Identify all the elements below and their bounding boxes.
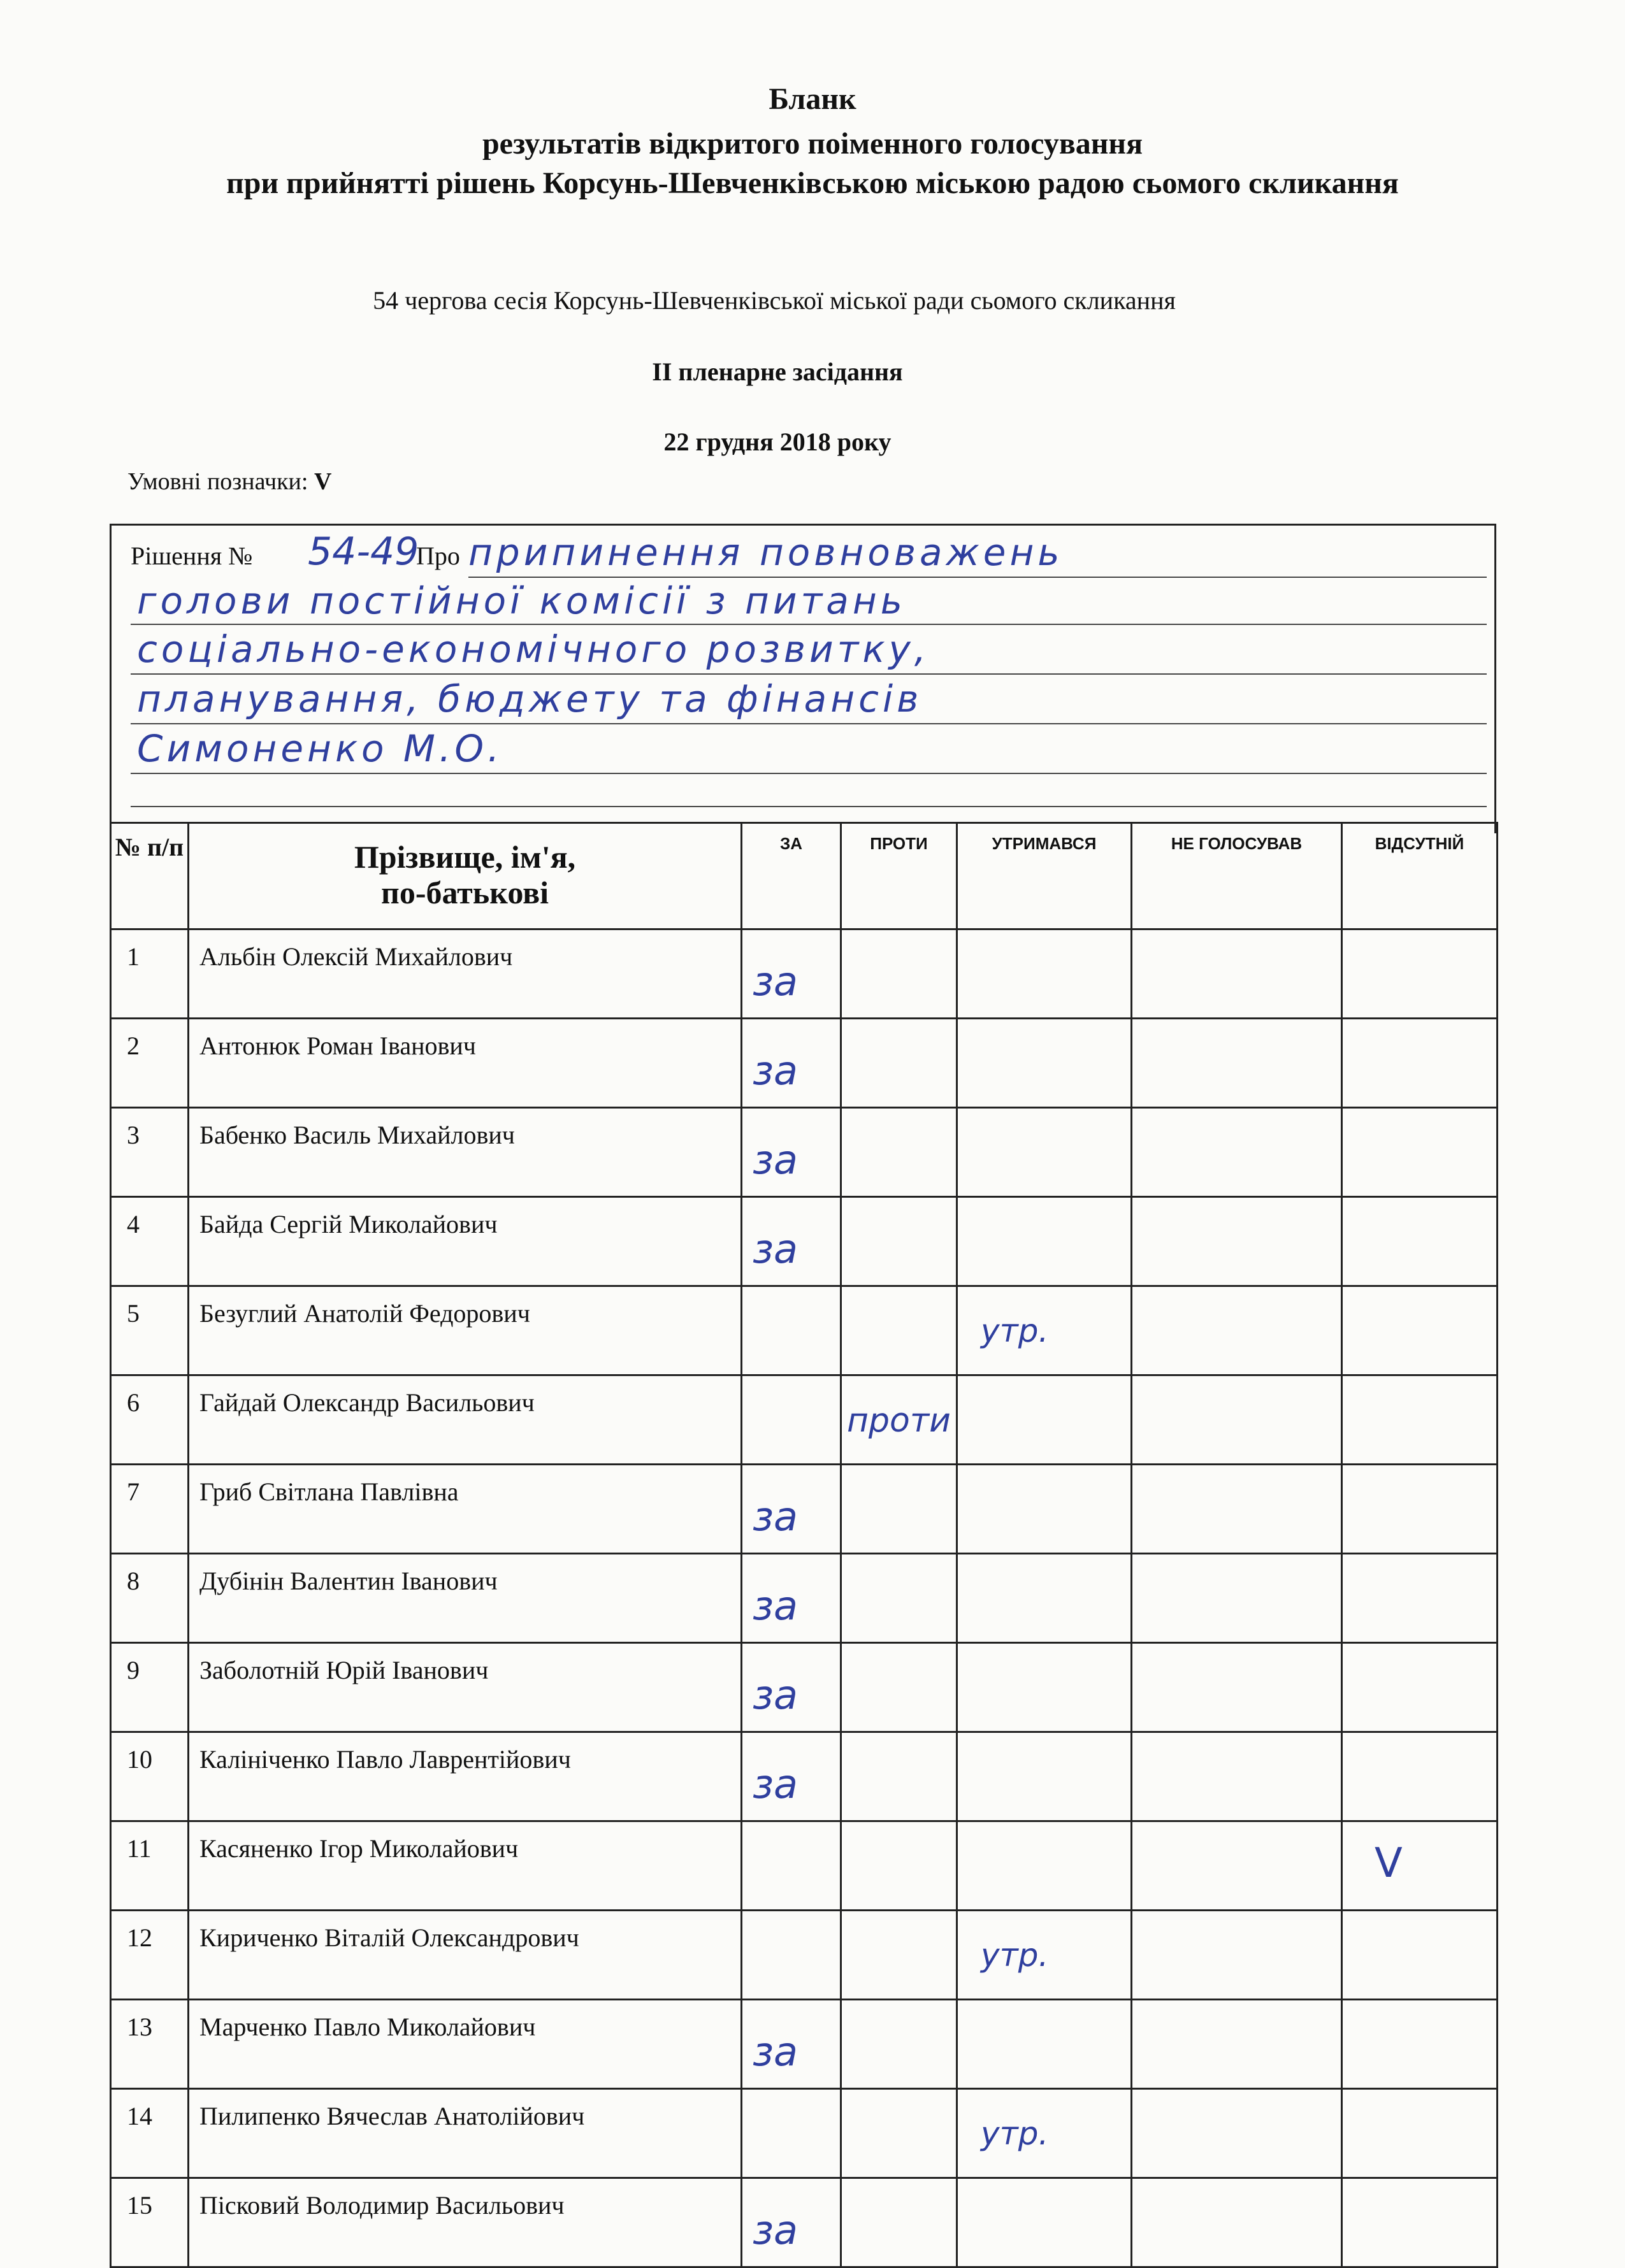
decision-line-2: голови постійної комісії з питань [137, 579, 906, 622]
legend-symbol: V [314, 468, 332, 495]
vote-cell-za [742, 929, 841, 1019]
vote-cell-utrymavsia [957, 1465, 1132, 1554]
vote-cell-proty [841, 2000, 957, 2089]
row-number: 7 [111, 1465, 189, 1554]
row-number: 4 [111, 1197, 189, 1286]
vote-za-mark: за [753, 1226, 798, 1272]
vote-cell-za [742, 1197, 841, 1286]
row-number: 2 [111, 1019, 189, 1108]
vote-cell-za [742, 1465, 841, 1554]
vote-cell-proty [841, 1732, 957, 1821]
table-row [111, 1197, 1498, 1286]
vote-cell-za [742, 2178, 841, 2267]
deputy-name: Байда Сергій Миколайович [189, 1197, 742, 1286]
vote-cell-ne-holosuvav [1132, 2000, 1342, 2089]
vote-cell-vidsutnii [1342, 1465, 1498, 1554]
vote-cell-ne-holosuvav [1132, 1465, 1342, 1554]
row-number: 15 [111, 2178, 189, 2267]
deputy-name: Калініченко Павло Лаврентійович [189, 1732, 742, 1821]
vote-cell-proty [841, 1375, 957, 1465]
table-row [111, 1911, 1498, 2000]
vote-za-mark: за [753, 1047, 798, 1094]
vote-cell-za [742, 1286, 841, 1375]
table-row [111, 1108, 1498, 1197]
vote-cell-proty [841, 2089, 957, 2178]
vote-cell-vidsutnii [1342, 1821, 1498, 1911]
vote-cell-proty [841, 1554, 957, 1643]
vote-cell-proty [841, 929, 957, 1019]
deputy-name: Пилипенко Вячеслав Анатолійович [189, 2089, 742, 2178]
row-number: 6 [111, 1375, 189, 1465]
table-row [111, 2178, 1498, 2267]
deputy-name: Пісковий Володимир Васильович [189, 2178, 742, 2267]
vote-cell-ne-holosuvav [1132, 1286, 1342, 1375]
vote-za-mark: за [753, 2028, 798, 2075]
decision-line-1: припинення повноважень [468, 531, 1064, 574]
row-number: 5 [111, 1286, 189, 1375]
session-info: 54 чергова сесія Корсунь-Шевченківської міської ради сьомого скликання [373, 286, 1176, 315]
decision-rule [131, 624, 1487, 625]
deputy-name: Кириченко Віталій Олександрович [189, 1911, 742, 2000]
table-row [111, 1465, 1498, 1554]
meeting-date: 22 грудня 2018 року [663, 427, 892, 456]
row-number: 9 [111, 1643, 189, 1732]
vote-cell-utrymavsia [957, 929, 1132, 1019]
form-title: Бланк [769, 82, 856, 116]
vote-cell-za [742, 1375, 841, 1465]
vote-cell-utrymavsia [957, 2089, 1132, 2178]
vote-cell-za [742, 1732, 841, 1821]
decision-rule [468, 577, 1487, 578]
deputy-name: Альбін Олексій Михайлович [189, 929, 742, 1019]
vote-cell-utrymavsia [957, 1643, 1132, 1732]
legend-label: Умовні позначки: [127, 468, 308, 495]
decision-line-4: планування, бюджету та фінансів [137, 677, 923, 721]
vote-cell-utrymavsia [957, 1197, 1132, 1286]
vote-za-mark: за [753, 2207, 798, 2253]
decision-line-5: Симоненко М.О. [137, 727, 503, 770]
vote-cell-za [742, 1019, 841, 1108]
table-row [111, 1732, 1498, 1821]
row-number: 14 [111, 2089, 189, 2178]
vote-cell-vidsutnii [1342, 1197, 1498, 1286]
row-number: 12 [111, 1911, 189, 2000]
vote-utrymavsia-mark: утр. [981, 2115, 1049, 2152]
deputy-name: Марченко Павло Миколайович [189, 2000, 742, 2089]
vote-cell-za [742, 1911, 841, 2000]
header-name [189, 823, 742, 929]
form-subtitle-1: результатів відкритого поіменного голосування [482, 127, 1143, 161]
row-number: 10 [111, 1732, 189, 1821]
vote-cell-proty [841, 1465, 957, 1554]
vote-vidsutnii-mark: V [1375, 1840, 1403, 1887]
vote-za-mark: за [753, 958, 798, 1005]
decision-rule [131, 773, 1487, 774]
deputy-name: Антонюк Роман Іванович [189, 1019, 742, 1108]
vote-cell-za [742, 1821, 841, 1911]
voting-table [110, 822, 1498, 2268]
vote-cell-za [742, 2000, 841, 2089]
row-number: 1 [111, 929, 189, 1019]
decision-box [110, 524, 1496, 833]
vote-cell-vidsutnii [1342, 1019, 1498, 1108]
vote-cell-za [742, 1643, 841, 1732]
deputy-name: Бабенко Василь Михайлович [189, 1108, 742, 1197]
vote-cell-utrymavsia [957, 2178, 1132, 2267]
vote-cell-ne-holosuvav [1132, 1911, 1342, 2000]
vote-cell-ne-holosuvav [1132, 2089, 1342, 2178]
header-ne-holosuvav: НЕ ГОЛОСУВАВ [1132, 823, 1342, 929]
vote-cell-ne-holosuvav [1132, 1554, 1342, 1643]
vote-za-mark: за [753, 1493, 798, 1540]
vote-cell-utrymavsia [957, 1019, 1132, 1108]
vote-cell-ne-holosuvav [1132, 929, 1342, 1019]
vote-cell-vidsutnii [1342, 2178, 1498, 2267]
vote-za-mark: за [753, 1137, 798, 1183]
vote-cell-ne-holosuvav [1132, 1375, 1342, 1465]
vote-cell-vidsutnii [1342, 1554, 1498, 1643]
decision-rule [131, 673, 1487, 675]
deputy-name: Дубінін Валентин Іванович [189, 1554, 742, 1643]
deputy-name: Касяненко Ігор Миколайович [189, 1821, 742, 1911]
vote-cell-proty [841, 1821, 957, 1911]
vote-cell-za [742, 2089, 841, 2178]
table-header-row [111, 823, 1498, 929]
vote-cell-utrymavsia [957, 1911, 1132, 2000]
decision-label: Рішення № [131, 542, 253, 570]
deputy-name: Безуглий Анатолій Федорович [189, 1286, 742, 1375]
vote-cell-vidsutnii [1342, 1286, 1498, 1375]
vote-proty-mark: проти [847, 1402, 951, 1440]
vote-cell-ne-holosuvav [1132, 2178, 1342, 2267]
vote-cell-za [742, 1108, 841, 1197]
table-row [111, 1375, 1498, 1465]
deputy-name: Гриб Світлана Павлівна [189, 1465, 742, 1554]
vote-cell-ne-holosuvav [1132, 1197, 1342, 1286]
vote-cell-utrymavsia [957, 2000, 1132, 2089]
table-row [111, 2089, 1498, 2178]
vote-cell-proty [841, 1286, 957, 1375]
plenary-info: II пленарне засідання [652, 357, 903, 386]
decision-rule [131, 806, 1487, 807]
header-num-label: № п/п [115, 833, 184, 861]
decision-line-3: соціально-економічного розвитку, [137, 628, 930, 671]
vote-cell-vidsutnii [1342, 1732, 1498, 1821]
vote-cell-ne-holosuvav [1132, 1821, 1342, 1911]
vote-cell-proty [841, 1911, 957, 2000]
header-utrymavsia: УТРИМАВСЯ [957, 823, 1132, 929]
header-vidsutnii: ВІДСУТНІЙ [1342, 823, 1498, 929]
decision-number: 54-49 [308, 529, 419, 574]
vote-cell-utrymavsia [957, 1108, 1132, 1197]
vote-cell-utrymavsia [957, 1286, 1132, 1375]
deputy-name: Заболотній Юрій Іванович [189, 1643, 742, 1732]
vote-cell-ne-holosuvav [1132, 1643, 1342, 1732]
row-number: 11 [111, 1821, 189, 1911]
table-row [111, 1643, 1498, 1732]
vote-cell-vidsutnii [1342, 1911, 1498, 2000]
row-number: 13 [111, 2000, 189, 2089]
table-row [111, 1286, 1498, 1375]
table-row [111, 1019, 1498, 1108]
vote-za-mark: за [753, 1761, 798, 1807]
header-za: ЗА [742, 823, 841, 929]
vote-cell-ne-holosuvav [1132, 1019, 1342, 1108]
vote-cell-vidsutnii [1342, 929, 1498, 1019]
table-row [111, 1821, 1498, 1911]
vote-cell-vidsutnii [1342, 1643, 1498, 1732]
vote-cell-utrymavsia [957, 1554, 1132, 1643]
vote-cell-za [742, 1554, 841, 1643]
legend [127, 468, 331, 496]
table-row [111, 2000, 1498, 2089]
vote-cell-proty [841, 1643, 957, 1732]
vote-cell-proty [841, 1108, 957, 1197]
vote-cell-vidsutnii [1342, 1108, 1498, 1197]
vote-cell-vidsutnii [1342, 1375, 1498, 1465]
vote-cell-ne-holosuvav [1132, 1732, 1342, 1821]
header-name-line2: по-батькові [381, 875, 549, 910]
row-number: 8 [111, 1554, 189, 1643]
vote-za-mark: за [753, 1672, 798, 1718]
row-number: 3 [111, 1108, 189, 1197]
deputy-name: Гайдай Олександр Васильович [189, 1375, 742, 1465]
vote-cell-utrymavsia [957, 1375, 1132, 1465]
decision-pro-label: Про [416, 542, 460, 570]
table-row [111, 929, 1498, 1019]
vote-cell-utrymavsia [957, 1821, 1132, 1911]
vote-cell-vidsutnii [1342, 2089, 1498, 2178]
header-name-line1: Прізвище, ім'я, [354, 839, 576, 875]
vote-za-mark: за [753, 1583, 798, 1629]
header-proty: ПРОТИ [841, 823, 957, 929]
vote-utrymavsia-mark: утр. [981, 1312, 1049, 1349]
table-row [111, 1554, 1498, 1643]
form-subtitle-2: при прийнятті рішень Корсунь-Шевченківською міською радою сьомого скликання [226, 166, 1399, 200]
vote-cell-proty [841, 2178, 957, 2267]
decision-rule [131, 723, 1487, 724]
vote-cell-utrymavsia [957, 1732, 1132, 1821]
vote-cell-proty [841, 1197, 957, 1286]
vote-cell-ne-holosuvav [1132, 1108, 1342, 1197]
header-num [111, 823, 189, 929]
vote-cell-vidsutnii [1342, 2000, 1498, 2089]
vote-utrymavsia-mark: утр. [981, 1937, 1049, 1974]
vote-cell-proty [841, 1019, 957, 1108]
